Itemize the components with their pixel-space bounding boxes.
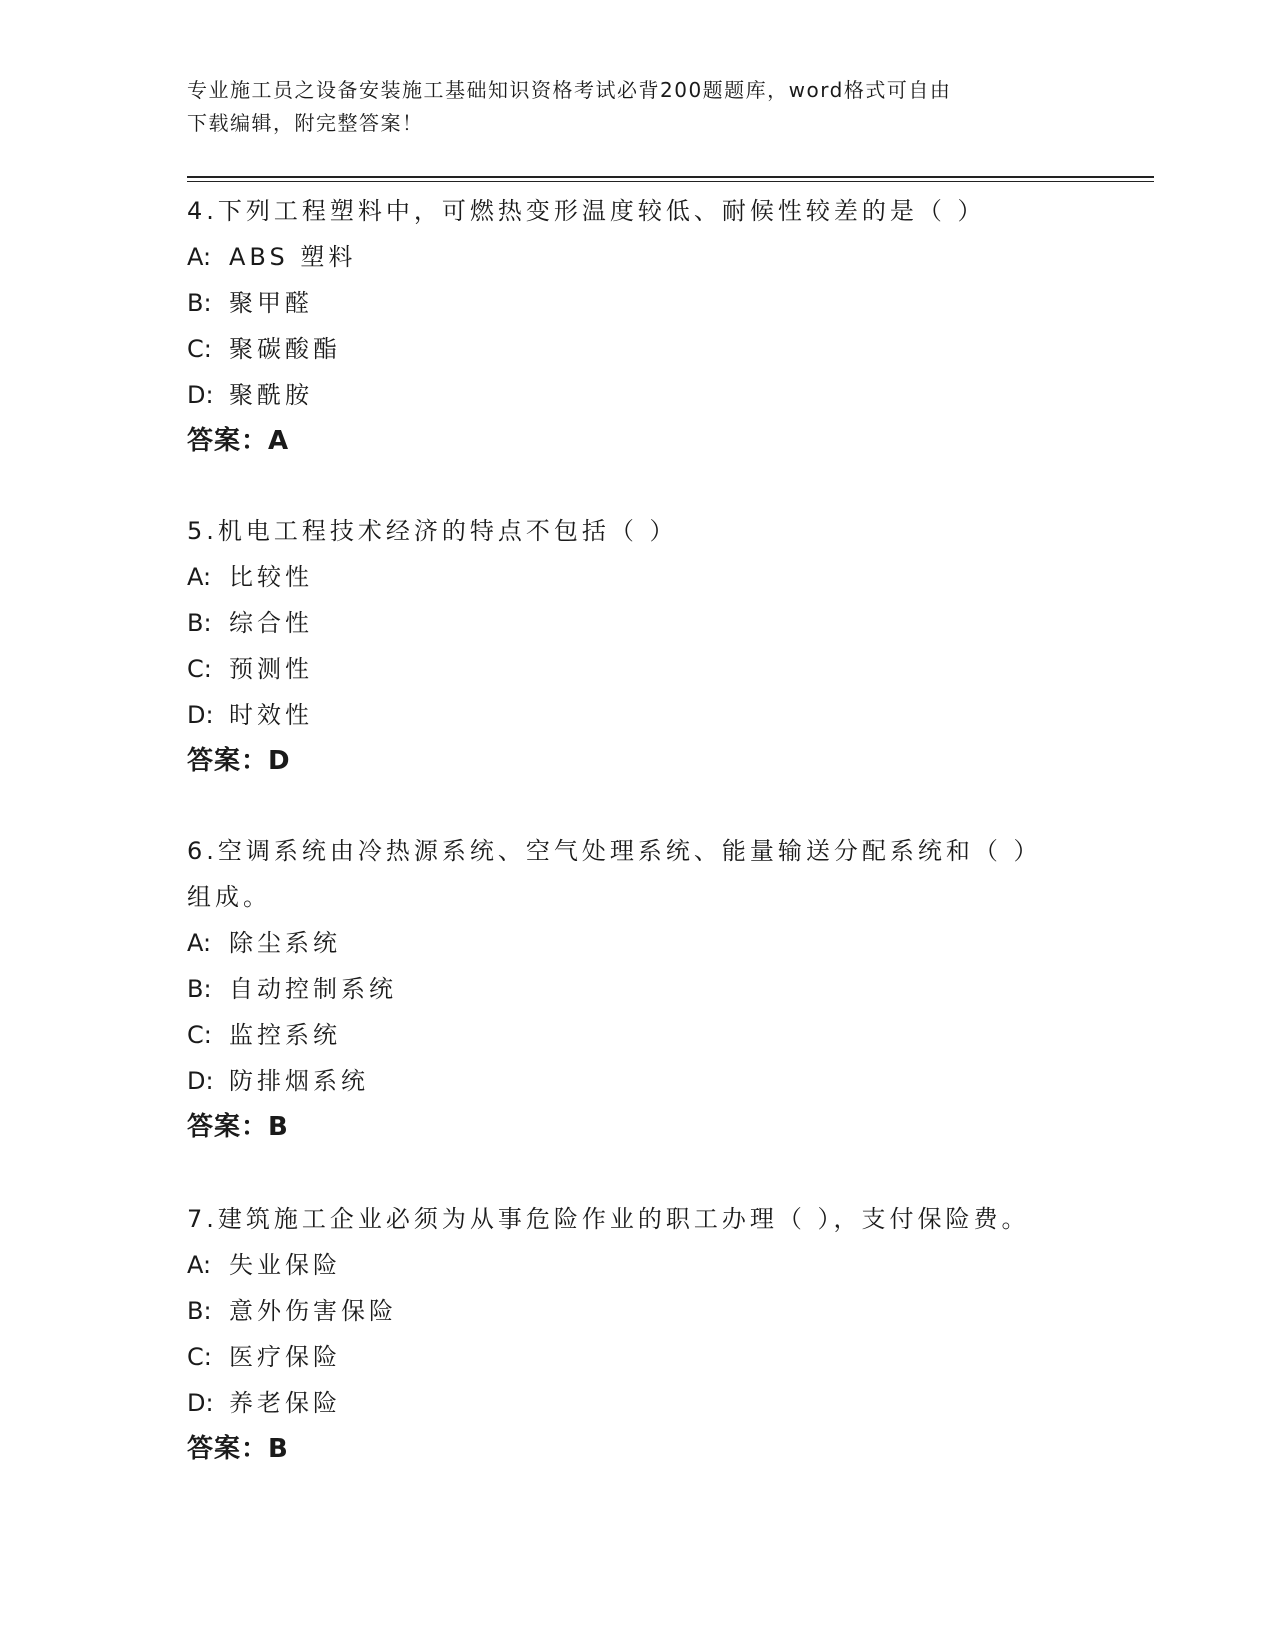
option-a: [187, 234, 1087, 280]
option-key: C:: [187, 1021, 212, 1049]
option-key: C:: [187, 1343, 212, 1371]
option-text: 意外伤害保险: [229, 1297, 397, 1325]
option-b: [187, 1288, 1087, 1334]
document-header: [187, 74, 1067, 140]
option-b: [187, 600, 1087, 646]
header-divider-thin: [187, 181, 1154, 182]
question-title: 5.机电工程技术经济的特点不包括（ ）: [187, 517, 678, 545]
option-b: [187, 280, 1087, 326]
option-text: 自动控制系统: [229, 975, 397, 1003]
option-key: D:: [187, 1389, 214, 1417]
option-key: B:: [187, 609, 212, 637]
option-text: 医疗保险: [229, 1343, 341, 1371]
option-text: 时效性: [229, 701, 313, 729]
option-text: 监控系统: [229, 1021, 341, 1049]
option-key: D:: [187, 701, 214, 729]
option-d: [187, 372, 1087, 418]
option-c: [187, 646, 1087, 692]
option-key: C:: [187, 655, 212, 683]
header-line-2: 下载编辑，附完整答案！: [187, 111, 424, 135]
option-b: [187, 966, 1087, 1012]
option-text: 预测性: [229, 655, 313, 683]
option-c: [187, 326, 1087, 372]
option-key: B:: [187, 1297, 212, 1325]
question-4: [187, 188, 1087, 464]
option-c: [187, 1334, 1087, 1380]
option-a: [187, 920, 1087, 966]
option-d: [187, 1380, 1087, 1426]
option-text: ABS 塑料: [229, 243, 357, 271]
question-title-line-2: 组成。: [187, 883, 271, 911]
option-key: A:: [187, 929, 212, 957]
option-key: C:: [187, 335, 212, 363]
option-text: 比较性: [229, 563, 313, 591]
option-key: B:: [187, 289, 212, 317]
option-key: D:: [187, 381, 214, 409]
option-key: D:: [187, 1067, 214, 1095]
option-text: 综合性: [229, 609, 313, 637]
option-text: 除尘系统: [229, 929, 341, 957]
option-d: [187, 692, 1087, 738]
option-text: 失业保险: [229, 1251, 341, 1279]
question-title-line-1: 6.空调系统由冷热源系统、空气处理系统、能量输送分配系统和（ ）: [187, 837, 1042, 865]
option-a: [187, 1242, 1087, 1288]
question-6: [187, 828, 1087, 1150]
answer: 答案：D: [187, 746, 291, 776]
answer: 答案：B: [187, 1112, 289, 1142]
option-d: [187, 1058, 1087, 1104]
option-a: [187, 554, 1087, 600]
option-c: [187, 1012, 1087, 1058]
option-text: 防排烟系统: [229, 1067, 369, 1095]
question-title: 4.下列工程塑料中，可燃热变形温度较低、耐候性较差的是（ ）: [187, 197, 986, 225]
option-text: 养老保险: [229, 1389, 341, 1417]
option-key: A:: [187, 243, 212, 271]
option-text: 聚碳酸酯: [229, 335, 341, 363]
answer: 答案：B: [187, 1434, 289, 1464]
answer: 答案：A: [187, 426, 290, 456]
option-key: A:: [187, 1251, 212, 1279]
option-key: A:: [187, 563, 212, 591]
question-7: [187, 1196, 1087, 1472]
option-text: 聚甲醛: [229, 289, 313, 317]
question-title: 7.建筑施工企业必须为从事危险作业的职工办理（ ），支付保险费。: [187, 1205, 1030, 1233]
header-divider: [187, 176, 1154, 178]
option-key: B:: [187, 975, 212, 1003]
question-5: [187, 508, 1087, 784]
option-text: 聚酰胺: [229, 381, 313, 409]
header-line-1: 专业施工员之设备安装施工基础知识资格考试必背200题题库，word格式可自由: [187, 78, 952, 102]
